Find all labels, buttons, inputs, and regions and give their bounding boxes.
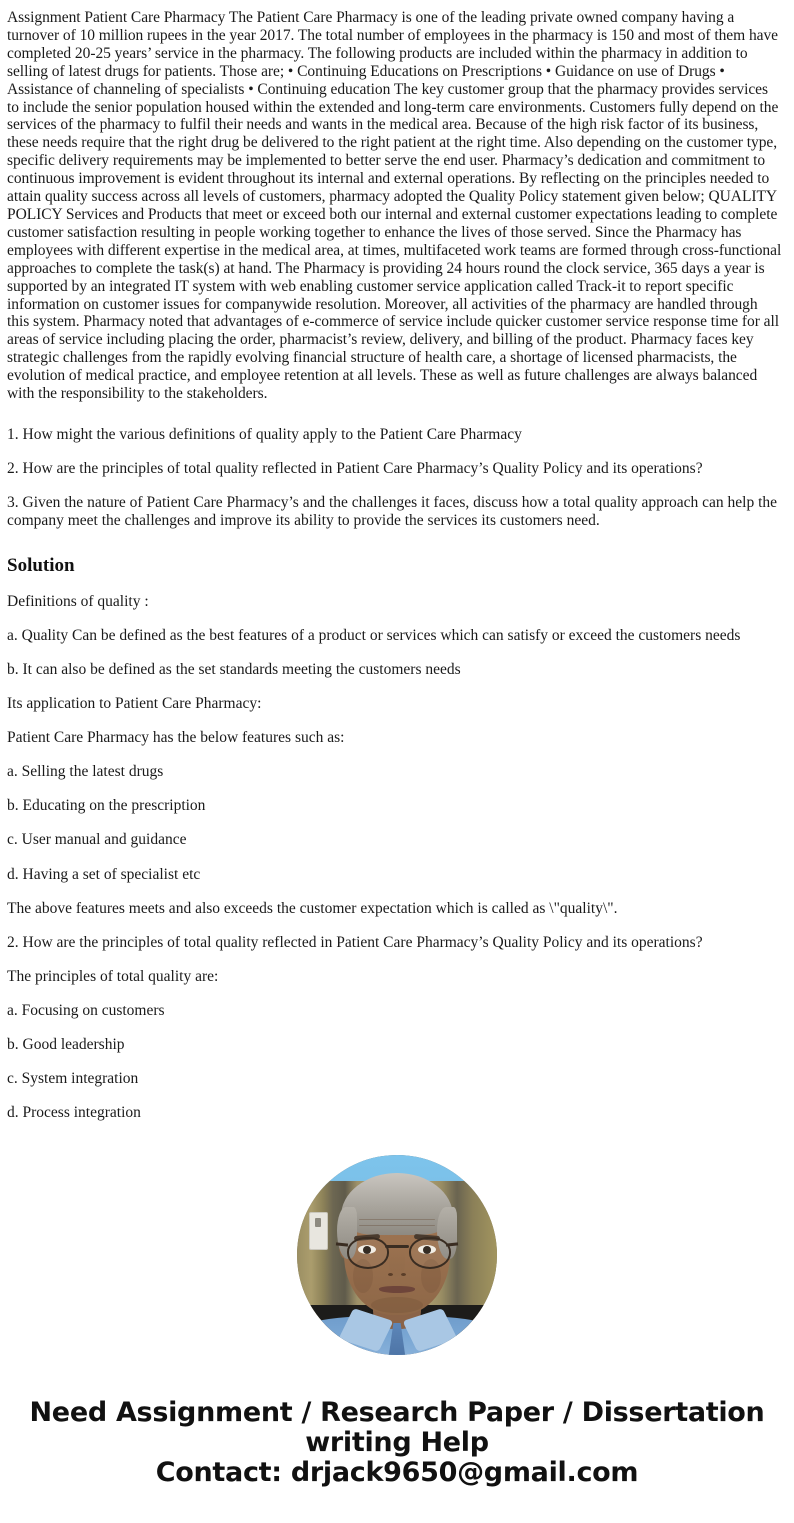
intro-paragraph: Assignment Patient Care Pharmacy The Patient Care Pharmacy is one of the leading private owned company having a turnover of 10 million rupees in the year 2017. The total number of employees in the pharmacy is 150 and most of them have completed 20-25 years’ service in the pharmacy. The following products are included within the pharmacy in addition to selling of latest drugs for patients. Those are; • Continuing Educations on Prescriptions • Guidance on use of Drugs • Assistance of channeling of specialists • Continuing education The key customer group that the pharmacy provides services to include the senior population housed within the extended and long-term care environments. Customers fully depend on the services of the pharmacy to fulfil their needs and wants in the medical area. Because of the high risk factor of its business, these needs require that the right drug be delivered to the right patient at the right time. Also depending on the customer type, specific delivery requirements may be implemented to better serve the end user. Pharmacy’s dedication and commitment to continuous improvement is evident throughout its internal and external operations. By reflecting on the principles needed to attain quality success across all levels of customers, pharmacy adopted the Quality Policy statement given below; QUALITY POLICY Services and Products that meet or exceed both our internal and external customer expectations leading to complete customer satisfaction resulting in people working together to enhance the lives of those served. Since the Pharmacy has employees with different expertise in the medical area, at times, multifaceted work teams are formed through cross-functional approaches to complete the task(s) at hand. The Pharmacy is providing 24 hours round the clock service, 365 days a year is supported by an integrated IT system with web enabling customer service application called Track-it to report specific information on customer issues for companywide resolution. Moreover, all activities of the pharmacy are handled through this system. Pharmacy noted that advantages of e-commerce of service include quicker customer service response time for all areas of service including placing the order, pharmacist’s review, delivery, and billing of the product. Pharmacy faces key strategic challenges from the rapidly evolving financial structure of health care, a shortage of licensed pharmacists, the evolution of medical practice, and employee retention at all levels. These as well as future challenges are always balanced with the responsibility to the stakeholders. — [7, 9, 782, 403]
solution-line-feature-d: d. Having a set of specialist etc — [7, 865, 201, 883]
solution-line-feature-b: b. Educating on the prescription — [7, 797, 206, 815]
solution-heading: Solution — [7, 554, 75, 576]
solution-line-quality-summary: The above features meets and also exceeds the customer expectation which is called as \"quality\". — [7, 899, 618, 917]
photo-mouth — [379, 1286, 415, 1293]
eyeglasses-icon-bridge — [385, 1245, 409, 1248]
photo-forehead-line-1 — [359, 1219, 435, 1220]
solution-line-principle-a: a. Focusing on customers — [7, 1001, 165, 1019]
photo-nostril-left — [388, 1273, 393, 1276]
solution-line-principle-b: b. Good leadership — [7, 1035, 125, 1053]
solution-line-question-2-restated: 2. How are the principles of total quality reflected in Patient Care Pharmacy’s Quality Policy and its operations? — [7, 933, 703, 951]
footer — [0, 1398, 794, 1488]
photo-chin — [371, 1297, 423, 1313]
question-1: 1. How might the various definitions of quality apply to the Patient Care Pharmacy — [7, 425, 522, 443]
avatar — [297, 1155, 497, 1355]
solution-line-definitions-title: Definitions of quality : — [7, 592, 149, 610]
portrait-section — [0, 1150, 794, 1365]
photo-nostril-right — [401, 1273, 406, 1276]
eyeglasses-icon-right-lens — [409, 1237, 451, 1269]
eyeglasses-icon-left-lens — [347, 1237, 389, 1269]
solution-line-principle-d: d. Process integration — [7, 1104, 141, 1122]
solution-line-feature-a: a. Selling the latest drugs — [7, 763, 164, 781]
footer-headline: Need Assignment / Research Paper / Dissertation writing Help — [29, 1397, 765, 1458]
photo-forehead-line-2 — [359, 1225, 435, 1226]
question-2: 2. How are the principles of total quality reflected in Patient Care Pharmacy’s Quality Policy and its operations? — [7, 459, 703, 477]
solution-line-definition-b: b. It can also be defined as the set standards meeting the customers needs — [7, 660, 461, 678]
solution-line-application-title: Its application to Patient Care Pharmacy: — [7, 695, 262, 713]
solution-line-features-intro: Patient Care Pharmacy has the below features such as: — [7, 729, 345, 747]
photo-light-switch — [309, 1212, 328, 1250]
solution-line-feature-c: c. User manual and guidance — [7, 831, 187, 849]
solution-line-principle-c: c. System integration — [7, 1070, 139, 1088]
footer-contact: Contact: drjack9650@gmail.com — [155, 1457, 639, 1488]
solution-line-definition-a: a. Quality Can be defined as the best features of a product or services which can satisfy or exceed the customers needs — [7, 626, 741, 644]
question-3: 3. Given the nature of Patient Care Pharmacy’s and the challenges it faces, discuss how a total quality approach can help the company meet the challenges and improve its ability to provide the services its customers need. — [7, 493, 778, 529]
solution-line-principles-title: The principles of total quality are: — [7, 967, 219, 985]
